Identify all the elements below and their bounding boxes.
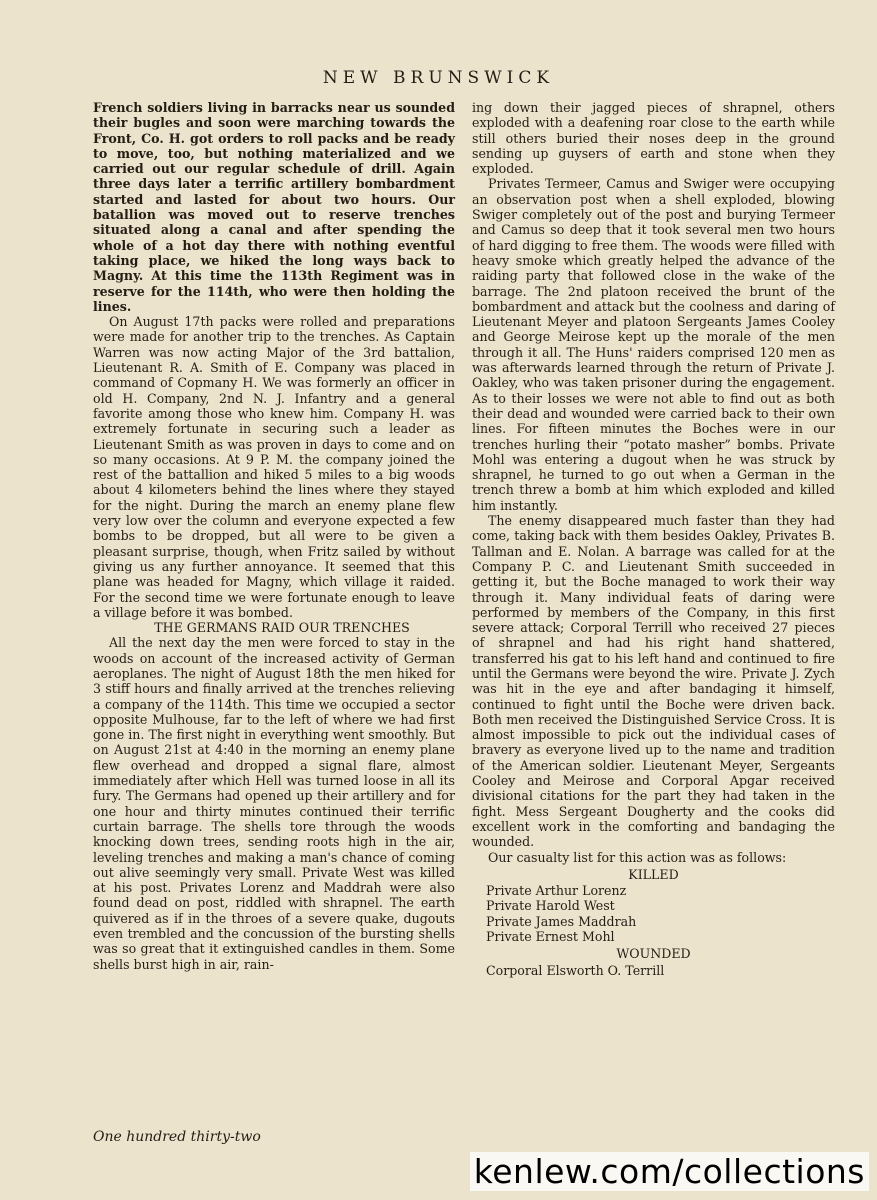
left-column <box>93 100 455 972</box>
paragraph: French soldiers living in barracks near us sounded their bugles and soon were marching towards the Front, Co. H. got orders to roll packs and be ready to move, too, but nothing materialized and we carried out our regular schedule of drill. Again three days later a terrific artillery bombardment started and lasted for about two hours. Our batallion was moved out to reserve trenches situated along a canal and after spending the whole of a hot day there with nothing eventful taking place, we hiked the long ways back to Magny. At this time the 113th Regiment was in reserve for the 114th, who were then holding the lines. <box>93 100 455 314</box>
list-item: Private Arthur Lorenz <box>486 883 627 899</box>
watermark: kenlew.com/collections <box>470 1152 869 1191</box>
wounded-list <box>486 963 835 978</box>
wounded-heading: WOUNDED <box>616 946 691 962</box>
paragraph: The enemy disappeared much faster than they had come, taking back with them besides Oakley, Privates B. Tallman and E. Nolan. A barrage was called for at the Company P. C. and Lieutenant Smith succeeded in getting it, but the Boche managed to work their way through it. Many individual feats of daring were performed by members of the Company, in this first severe attack; Corporal Terrill who received 27 pieces of shrapnel and had his right hand shattered, transferred his gat to his left hand and continued to fire until the Germans were beyond the wire. Private J. Zych was hit in the eye and after bandaging it himself, continued to fight until the Boche were driven back. Both men received the Distinguished Service Cross. It is almost impossible to pick out the individual cases of bravery as everyone lived up to the name and tradition of the American soldier. Lieutenant Meyer, Sergeants Cooley and Meirose and Corporal Apgar received divisional citations for the part they had taken in the fight. Mess Sergeant Dougherty and the cooks did excellent work in the comforting and bandaging the wounded. <box>472 513 835 850</box>
list-item: Private Ernest Mohl <box>486 929 615 945</box>
paragraph: Our casualty list for this action was as follows: <box>488 849 787 865</box>
paragraph: ing down their jagged pieces of shrapnel, others exploded with a deafening roar close to the earth while still others buried their noses deep in the ground sending up guysers of earth and stone when they exploded. <box>472 100 835 177</box>
list-item: Corporal Elsworth O. Terrill <box>486 962 665 978</box>
running-header: NEW BRUNSWICK <box>322 68 555 88</box>
list-item: Private Harold West <box>486 898 615 914</box>
killed-heading: KILLED <box>628 866 679 882</box>
right-column <box>472 100 835 978</box>
paragraph: Privates Termeer, Camus and Swiger were occupying an observation post when a shell exploded, blowing Swiger completely out of the post and burying Termeer and Camus so deep that it took several men two hours of hard digging to free them. The woods were filled with heavy smoke which greatly helped the advance of the raiding party that followed close in the wake of the barrage. The 2nd platoon received the brunt of the bombardment and attack but the coolness and daring of Lieutenant Meyer and platoon Sergeants James Cooley and George Meirose kept up the morale of the men through it all. The Huns' raiders comprised 120 men as was afterwards learned through the return of Private J. Oakley, who was taken prisoner during the engagement. As to their losses we were not able to find out as both their dead and wounded were carried back to their own lines. For fifteen minutes the Boches were in our trenches hurling their “potato masher” bombs. Private Mohl was entering a dugout when he was struck by shrapnel, he turned to go out when a German in the trench threw a bomb at him which exploded and killed him instantly. <box>472 176 835 513</box>
list-item: Private James Maddrah <box>486 913 637 929</box>
section-heading: THE GERMANS RAID OUR TRENCHES <box>154 620 410 636</box>
paragraph: On August 17th packs were rolled and preparations were made for another trip to the trenches. As Captain Warren was now acting Major of the 3rd battalion, Lieutenant R. A. Smith of E. Company was placed in command of Copmany H. We was formerly an officer in old H. Company, 2nd N. J. Infantry and a general favorite among those who knew him. Company H. was extremely fortunate in securing such a leader as Lieutenant Smith as was proven in days to come and on so many occasions. At 9 P. M. the company joined the rest of the battallion and hiked 5 miles to a big woods about 4 kilometers behind the lines where they stayed for the night. During the march an enemy plane flew very low over the column and everyone expected a few bombs to be dropped, but all were to be given a pleasant surprise, though, when Fritz sailed by without giving us any further annoyance. It seemed that this plane was headed for Magny, which village it raided. For the second time we were fortunate enough to leave a village before it was bombed. <box>93 314 455 620</box>
killed-list <box>486 883 835 944</box>
page-number: One hundred thirty-two <box>93 1129 261 1145</box>
paragraph: All the next day the men were forced to stay in the woods on account of the increased activity of German aeroplanes. The night of August 18th the men hiked for 3 stiff hours and finally arrived at the trenches relieving a company of the 114th. This time we occupied a sector opposite Mulhouse, far to the left of where we had first gone in. The first night in everything went smoothly. But on August 21st at 4:40 in the morning an enemy plane flew overhead and dropped a signal flare, almost immediately after which Hell was turned loose in all its fury. The Germans had opened up their artillery and for one hour and thirty minutes continued their terrific curtain barrage. The shells tore through the woods knocking down trees, sending roots high in the air, leveling trenches and making a man's chance of coming out alive seemingly very small. Private West was killed at his post. Privates Lorenz and Maddrah were also found dead on post, riddled with shrapnel. The earth quivered as if in the throes of a severe quake, dugouts even trembled and the concussion of the bursting shells was so great that it extinguished candles in them. Some shells burst high in air, rain- <box>93 635 455 972</box>
